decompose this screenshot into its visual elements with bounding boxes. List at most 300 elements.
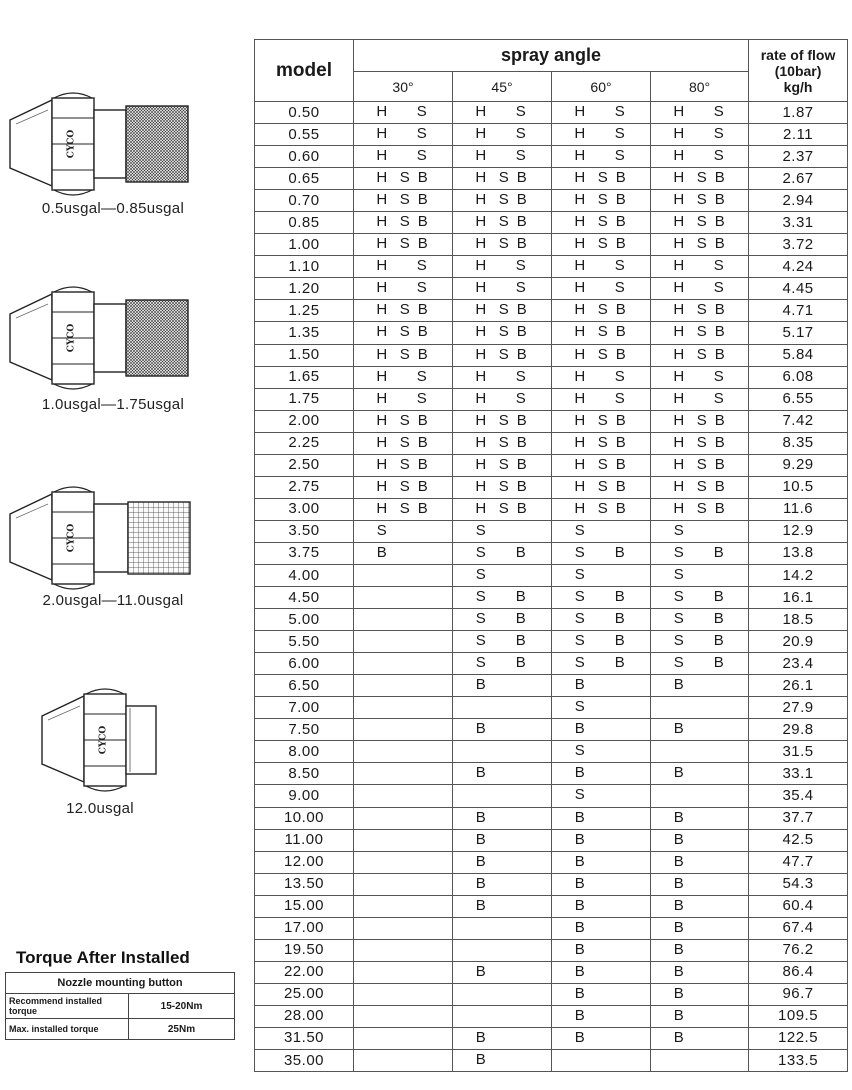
- spray-type-h: H: [376, 125, 388, 143]
- model-cell: 0.70: [255, 190, 354, 212]
- spray-pattern-cell-45: [453, 520, 552, 542]
- spray-type-h: H: [673, 323, 685, 341]
- spray-type-b: B: [615, 411, 627, 429]
- spray-type-s: S: [475, 565, 487, 583]
- flow-rate-cell: 42.5: [749, 829, 848, 851]
- spray-pattern-cell-60: [552, 873, 651, 895]
- header-model: model: [255, 40, 354, 102]
- spray-type-s: S: [673, 610, 685, 628]
- spray-type-h: H: [574, 345, 586, 363]
- spray-pattern-cell-60: [552, 1005, 651, 1027]
- spray-type-s: S: [515, 147, 527, 165]
- spray-type-b: B: [714, 323, 726, 341]
- spray-type-s: S: [498, 323, 510, 341]
- spray-type-s: S: [713, 279, 725, 297]
- header-rate-title: rate of flow: [760, 46, 836, 63]
- spray-pattern-cell-80: [651, 564, 749, 586]
- spray-type-h: H: [475, 191, 487, 209]
- spray-type-s: S: [614, 279, 626, 297]
- spray-pattern-cell-45: [453, 961, 552, 983]
- spray-pattern-cell-45: [453, 631, 552, 653]
- model-cell: 2.50: [255, 454, 354, 476]
- spray-pattern-cell-30: [354, 785, 453, 807]
- spray-pattern-cell-30: [354, 873, 453, 895]
- spray-type-s: S: [597, 301, 609, 319]
- model-cell: 9.00: [255, 785, 354, 807]
- spray-type-h: H: [475, 125, 487, 143]
- spray-pattern-cell-80: [651, 653, 749, 675]
- torque-label-max: Max. installed torque: [6, 1019, 129, 1040]
- spray-pattern-cell-45: [453, 609, 552, 631]
- spray-type-b: B: [574, 720, 586, 738]
- spray-pattern-cell-30: [354, 300, 453, 322]
- spray-type-b: B: [516, 213, 528, 231]
- spray-type-b: B: [417, 323, 429, 341]
- spray-type-s: S: [574, 610, 586, 628]
- spray-pattern-cell-45: [453, 124, 552, 146]
- spray-pattern-cell-80: [651, 851, 749, 873]
- spray-type-b: B: [515, 588, 527, 606]
- spray-type-s: S: [597, 345, 609, 363]
- table-row: [255, 520, 848, 542]
- spray-type-s: S: [614, 389, 626, 407]
- spray-pattern-cell-45: [453, 366, 552, 388]
- flow-rate-cell: 2.94: [749, 190, 848, 212]
- spray-type-h: H: [376, 499, 388, 517]
- spray-pattern-cell-60: [552, 763, 651, 785]
- spray-type-s: S: [713, 367, 725, 385]
- spray-pattern-cell-30: [354, 322, 453, 344]
- spray-type-s: S: [399, 455, 411, 473]
- spray-pattern-cell-60: [552, 300, 651, 322]
- spray-pattern-cell-45: [453, 168, 552, 190]
- spray-pattern-cell-60: [552, 498, 651, 520]
- spray-pattern-cell-60: [552, 102, 651, 124]
- spray-type-s: S: [399, 411, 411, 429]
- spray-type-h: H: [574, 367, 586, 385]
- spray-pattern-cell-60: [552, 542, 651, 564]
- flow-rate-cell: 4.45: [749, 278, 848, 300]
- spray-pattern-cell-60: [552, 983, 651, 1005]
- model-cell: 0.85: [255, 212, 354, 234]
- spray-type-b: B: [516, 301, 528, 319]
- flow-rate-cell: 14.2: [749, 564, 848, 586]
- spray-pattern-cell-30: [354, 829, 453, 851]
- spray-type-b: B: [574, 808, 586, 826]
- header-angle-45: 45°: [453, 72, 552, 102]
- spray-pattern-cell-45: [453, 498, 552, 520]
- spray-type-b: B: [574, 962, 586, 980]
- spray-type-h: H: [475, 257, 487, 275]
- model-cell: 1.20: [255, 278, 354, 300]
- model-cell: 2.75: [255, 476, 354, 498]
- spray-type-s: S: [475, 543, 487, 561]
- spray-type-s: S: [475, 588, 487, 606]
- spray-type-s: S: [713, 389, 725, 407]
- spray-pattern-cell-80: [651, 190, 749, 212]
- spray-type-b: B: [615, 323, 627, 341]
- spray-type-h: H: [376, 191, 388, 209]
- spray-type-s: S: [574, 654, 586, 672]
- spray-type-h: H: [673, 455, 685, 473]
- spray-type-h: H: [673, 103, 685, 120]
- spray-pattern-cell-80: [651, 1050, 749, 1072]
- spray-type-s: S: [515, 279, 527, 297]
- spray-type-b: B: [673, 1006, 685, 1024]
- spray-type-s: S: [574, 588, 586, 606]
- spray-pattern-cell-45: [453, 410, 552, 432]
- model-cell: 2.25: [255, 432, 354, 454]
- spray-pattern-cell-30: [354, 212, 453, 234]
- spray-pattern-cell-45: [453, 1050, 552, 1072]
- spray-pattern-cell-45: [453, 542, 552, 564]
- spray-type-h: H: [475, 103, 487, 120]
- spray-type-s: S: [515, 367, 527, 385]
- model-cell: 6.00: [255, 653, 354, 675]
- model-cell: 4.50: [255, 587, 354, 609]
- table-row: [255, 564, 848, 586]
- spray-type-b: B: [516, 433, 528, 451]
- spray-type-s: S: [597, 411, 609, 429]
- spray-pattern-cell-60: [552, 322, 651, 344]
- spray-type-b: B: [515, 543, 527, 561]
- spray-pattern-cell-80: [651, 300, 749, 322]
- spray-type-b: B: [574, 676, 586, 694]
- spray-pattern-cell-80: [651, 807, 749, 829]
- spray-type-s: S: [614, 103, 626, 120]
- spray-pattern-cell-80: [651, 631, 749, 653]
- spray-type-s: S: [696, 169, 708, 187]
- spray-type-s: S: [614, 367, 626, 385]
- spray-type-b: B: [615, 169, 627, 187]
- spray-type-s: S: [696, 235, 708, 253]
- spray-type-s: S: [416, 147, 428, 165]
- spray-type-b: B: [417, 411, 429, 429]
- spray-pattern-cell-30: [354, 631, 453, 653]
- model-cell: 5.50: [255, 631, 354, 653]
- flow-rate-cell: 96.7: [749, 983, 848, 1005]
- spray-type-s: S: [399, 345, 411, 363]
- header-rate-unit: kg/h: [783, 78, 813, 95]
- spray-pattern-cell-30: [354, 697, 453, 719]
- table-row: [255, 124, 848, 146]
- spray-type-s: S: [597, 213, 609, 231]
- spray-type-b: B: [475, 852, 487, 870]
- spray-type-s: S: [498, 433, 510, 451]
- spray-type-b: B: [614, 543, 626, 561]
- table-row: [255, 212, 848, 234]
- spray-type-b: B: [417, 213, 429, 231]
- spray-type-h: H: [673, 433, 685, 451]
- spray-pattern-cell-30: [354, 653, 453, 675]
- model-cell: 3.75: [255, 542, 354, 564]
- spray-type-s: S: [399, 235, 411, 253]
- spray-pattern-cell-30: [354, 410, 453, 432]
- spray-pattern-cell-60: [552, 829, 651, 851]
- spray-pattern-cell-80: [651, 587, 749, 609]
- spray-pattern-cell-30: [354, 983, 453, 1005]
- spray-type-s: S: [498, 345, 510, 363]
- spray-pattern-cell-80: [651, 719, 749, 741]
- spray-type-s: S: [696, 323, 708, 341]
- spray-type-b: B: [574, 830, 586, 848]
- model-cell: 22.00: [255, 961, 354, 983]
- spray-pattern-cell-80: [651, 873, 749, 895]
- spray-type-s: S: [399, 301, 411, 319]
- spray-pattern-cell-45: [453, 785, 552, 807]
- spray-type-b: B: [516, 323, 528, 341]
- spray-type-b: B: [673, 940, 685, 958]
- spray-type-s: S: [673, 565, 685, 583]
- spray-pattern-cell-80: [651, 432, 749, 454]
- spray-type-b: B: [574, 896, 586, 914]
- spray-type-h: H: [475, 499, 487, 517]
- spray-pattern-cell-45: [453, 653, 552, 675]
- nozzle-brand-label: CYCO: [98, 725, 109, 755]
- spray-type-b: B: [615, 455, 627, 473]
- spray-pattern-cell-30: [354, 961, 453, 983]
- spray-type-b: B: [714, 477, 726, 495]
- spray-pattern-cell-30: [354, 1050, 453, 1072]
- spray-type-s: S: [498, 169, 510, 187]
- table-row: [255, 631, 848, 653]
- spray-type-b: B: [714, 301, 726, 319]
- spray-type-h: H: [574, 191, 586, 209]
- spray-type-h: H: [673, 345, 685, 363]
- table-row: [255, 278, 848, 300]
- spray-type-s: S: [597, 191, 609, 209]
- spray-type-s: S: [498, 477, 510, 495]
- flow-rate-cell: 3.72: [749, 234, 848, 256]
- spray-pattern-cell-45: [453, 146, 552, 168]
- spray-type-b: B: [417, 301, 429, 319]
- spray-type-b: B: [614, 654, 626, 672]
- table-row: [255, 587, 848, 609]
- spray-type-s: S: [498, 235, 510, 253]
- spray-pattern-cell-60: [552, 917, 651, 939]
- spray-type-b: B: [614, 610, 626, 628]
- table-row: [255, 102, 848, 124]
- spray-pattern-cell-45: [453, 917, 552, 939]
- spray-type-s: S: [475, 654, 487, 672]
- spray-pattern-cell-80: [651, 542, 749, 564]
- spray-pattern-cell-60: [552, 675, 651, 697]
- spray-type-s: S: [673, 632, 685, 650]
- spray-type-b: B: [673, 808, 685, 826]
- table-row: [255, 498, 848, 520]
- model-cell: 28.00: [255, 1005, 354, 1027]
- spray-pattern-cell-80: [651, 917, 749, 939]
- spray-type-b: B: [574, 918, 586, 936]
- flow-rate-cell: 7.42: [749, 410, 848, 432]
- spray-type-b: B: [615, 345, 627, 363]
- spray-pattern-cell-45: [453, 102, 552, 124]
- table-row: [255, 741, 848, 763]
- spray-pattern-cell-30: [354, 807, 453, 829]
- spray-type-s: S: [475, 632, 487, 650]
- spray-pattern-cell-45: [453, 895, 552, 917]
- spray-pattern-cell-60: [552, 256, 651, 278]
- flow-rate-cell: 9.29: [749, 454, 848, 476]
- spray-type-s: S: [498, 301, 510, 319]
- spray-type-h: H: [475, 389, 487, 407]
- spray-type-h: H: [673, 301, 685, 319]
- spray-pattern-cell-60: [552, 168, 651, 190]
- spray-type-h: H: [376, 455, 388, 473]
- spray-pattern-cell-30: [354, 675, 453, 697]
- spray-pattern-cell-80: [651, 741, 749, 763]
- flow-rate-cell: 6.55: [749, 388, 848, 410]
- spray-type-s: S: [574, 742, 586, 760]
- spray-type-b: B: [574, 984, 586, 1002]
- table-row: [255, 873, 848, 895]
- spray-type-b: B: [673, 896, 685, 914]
- spray-type-s: S: [399, 191, 411, 209]
- spray-type-s: S: [399, 499, 411, 517]
- nozzle-image-no-filter: [40, 684, 160, 796]
- spray-type-s: S: [696, 411, 708, 429]
- spray-type-s: S: [498, 191, 510, 209]
- spray-type-s: S: [713, 257, 725, 275]
- flow-rate-cell: 3.31: [749, 212, 848, 234]
- flow-rate-cell: 5.84: [749, 344, 848, 366]
- spray-pattern-cell-30: [354, 124, 453, 146]
- spray-pattern-cell-60: [552, 234, 651, 256]
- spray-type-s: S: [574, 565, 586, 583]
- spray-type-h: H: [574, 323, 586, 341]
- model-cell: 6.50: [255, 675, 354, 697]
- spray-pattern-cell-45: [453, 278, 552, 300]
- spray-pattern-cell-30: [354, 190, 453, 212]
- model-cell: 15.00: [255, 895, 354, 917]
- nozzle-caption-4: 12.0usgal: [66, 800, 134, 817]
- spray-type-s: S: [515, 389, 527, 407]
- spray-type-h: H: [574, 389, 586, 407]
- spray-pattern-cell-60: [552, 1050, 651, 1072]
- spray-type-h: H: [376, 301, 388, 319]
- model-cell: 1.35: [255, 322, 354, 344]
- model-cell: 3.00: [255, 498, 354, 520]
- flow-rate-cell: 6.08: [749, 366, 848, 388]
- table-row: [255, 1050, 848, 1072]
- spray-type-b: B: [673, 764, 685, 782]
- spray-pattern-cell-80: [651, 961, 749, 983]
- spray-type-h: H: [475, 455, 487, 473]
- spray-type-s: S: [498, 499, 510, 517]
- table-row: [255, 454, 848, 476]
- spray-type-b: B: [673, 984, 685, 1002]
- spray-type-b: B: [574, 852, 586, 870]
- spray-pattern-cell-80: [651, 256, 749, 278]
- spray-pattern-cell-60: [552, 344, 651, 366]
- header-rate-pressure: (10bar): [774, 62, 822, 79]
- spray-pattern-cell-80: [651, 829, 749, 851]
- model-cell: 13.50: [255, 873, 354, 895]
- spray-type-s: S: [614, 125, 626, 143]
- spray-type-h: H: [376, 411, 388, 429]
- spray-type-h: H: [475, 411, 487, 429]
- table-row: [255, 432, 848, 454]
- model-cell: 7.50: [255, 719, 354, 741]
- spray-pattern-cell-60: [552, 146, 651, 168]
- spray-type-b: B: [714, 213, 726, 231]
- spray-type-b: B: [714, 433, 726, 451]
- spray-type-b: B: [475, 874, 487, 892]
- spray-pattern-cell-45: [453, 300, 552, 322]
- table-row: [255, 719, 848, 741]
- spray-type-s: S: [574, 632, 586, 650]
- spray-type-b: B: [417, 235, 429, 253]
- spray-pattern-cell-30: [354, 168, 453, 190]
- flow-rate-cell: 2.67: [749, 168, 848, 190]
- spray-pattern-cell-80: [651, 124, 749, 146]
- spray-type-b: B: [714, 455, 726, 473]
- spray-type-h: H: [475, 367, 487, 385]
- spray-type-b: B: [475, 830, 487, 848]
- spray-type-b: B: [516, 345, 528, 363]
- spray-pattern-cell-45: [453, 564, 552, 586]
- spray-type-h: H: [673, 213, 685, 231]
- spray-pattern-cell-60: [552, 609, 651, 631]
- model-cell: 35.00: [255, 1050, 354, 1072]
- spray-type-s: S: [696, 301, 708, 319]
- table-row: [255, 829, 848, 851]
- flow-rate-cell: 8.35: [749, 432, 848, 454]
- nozzle-caption-1: 0.5usgal—0.85usgal: [41, 200, 185, 217]
- spray-pattern-cell-45: [453, 763, 552, 785]
- spray-pattern-cell-80: [651, 609, 749, 631]
- spray-type-b: B: [574, 1006, 586, 1024]
- table-row: [255, 697, 848, 719]
- spray-pattern-cell-30: [354, 1027, 453, 1049]
- spray-type-b: B: [673, 918, 685, 936]
- spray-type-b: B: [673, 1028, 685, 1046]
- spray-pattern-cell-30: [354, 917, 453, 939]
- spray-type-h: H: [475, 169, 487, 187]
- flow-rate-cell: 27.9: [749, 697, 848, 719]
- spray-type-h: H: [673, 389, 685, 407]
- nozzle-brand-label: CYCO: [66, 129, 77, 159]
- spray-type-h: H: [574, 103, 586, 120]
- table-row: [255, 917, 848, 939]
- spray-type-b: B: [615, 235, 627, 253]
- spray-pattern-cell-60: [552, 124, 651, 146]
- spray-type-b: B: [673, 852, 685, 870]
- spray-pattern-cell-30: [354, 234, 453, 256]
- spray-pattern-cell-80: [651, 168, 749, 190]
- spray-type-h: H: [574, 279, 586, 297]
- spray-type-b: B: [475, 1028, 487, 1046]
- spray-pattern-cell-60: [552, 190, 651, 212]
- spray-type-h: H: [475, 279, 487, 297]
- spray-type-s: S: [376, 521, 388, 539]
- spray-pattern-cell-30: [354, 146, 453, 168]
- flow-rate-cell: 26.1: [749, 675, 848, 697]
- flow-rate-cell: 35.4: [749, 785, 848, 807]
- spray-pattern-cell-45: [453, 256, 552, 278]
- flow-rate-cell: 2.11: [749, 124, 848, 146]
- spray-pattern-cell-45: [453, 675, 552, 697]
- spray-pattern-cell-30: [354, 454, 453, 476]
- spray-pattern-cell-80: [651, 895, 749, 917]
- spray-type-s: S: [696, 213, 708, 231]
- nozzle-image-small-mesh: [8, 88, 198, 200]
- spray-type-s: S: [475, 521, 487, 539]
- spray-type-s: S: [614, 147, 626, 165]
- spray-pattern-cell-45: [453, 983, 552, 1005]
- spray-pattern-cell-30: [354, 895, 453, 917]
- spray-type-h: H: [376, 257, 388, 275]
